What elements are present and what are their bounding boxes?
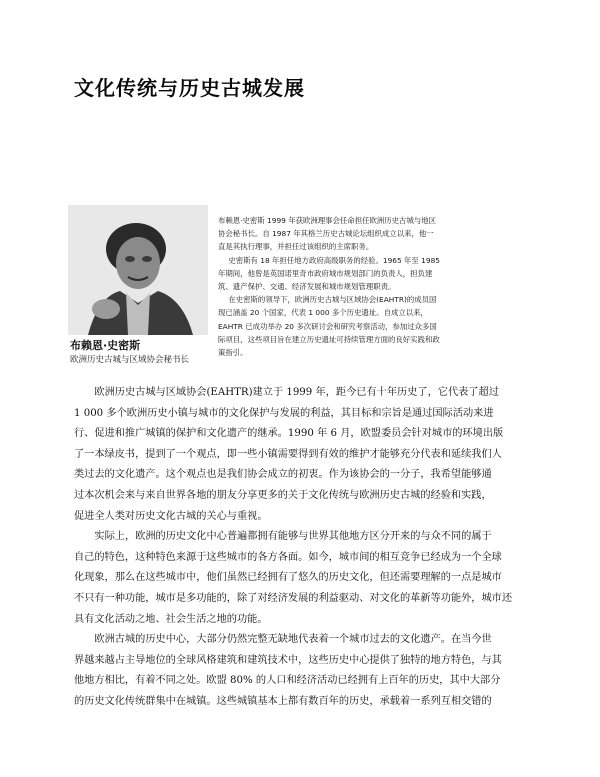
bio-paragraph: 布赖恩·史密斯 1999 年获欧洲理事会任命担任欧洲历史古城与地区协会秘书长。自 1987 年其格兰历史古城论坛组织成立以来，他一直是其执行理事，并担任过该组织的主席职务。 [218,216,437,252]
profile-bio [218,214,440,359]
body-line: 界越来越占主导地位的全球风格建筑和建筑技术中，这些历史中心提供了独特的地方特色，与其 [74,654,502,666]
body-line: 过本次机会来与来自世界各地的朋友分享更多的关于文化传统与欧洲历史古城的经验和实践， [74,489,492,501]
profile-role: 欧洲历史古城与区域协会秘书长 [70,355,190,365]
body-line: 类过去的文化遗产。这个观点也是我们协会成立的初衷。作为该协会的一分子，我希望能够通 [74,469,492,481]
body-line: 行、促进和推广城镇的保护和文化遗产的继承。1990 年 6 月，欧盟委员会针对城市的环境出版 [74,428,504,440]
bio-paragraph: 在史密斯的领导下，欧洲历史古城与区域协会(EAHTR)的成员国现已涵盖 20 个国家，代表 1 000 多个历史遗址。自成立以来，EAHTR 已成功举办 20 多次研讨会和研究考察活动，参加过众多国际项目，这些项目旨在建立历史遗址可持续管理方面的良好实践和政策指引。 [218,295,440,358]
body-line: 了一本绿皮书，提到了一个观点，即一些小镇需要得到有效的维护才能够充分代表和延续我们人 [74,448,502,460]
body-line: 1 000 多个欧洲历史小镇与城市的文化保护与发展的利益，其目标和宗旨是通过国际活动来进 [74,407,494,419]
body-line: 具有文化活动之地、社会生活之地的功能。 [74,613,268,625]
body-line: 化现象，那么在这些城市中，他们虽然已经拥有了悠久的历史文化，但还需要理解的一点是城市 [74,572,502,584]
body-line: 的历史文化传统群集中在城镇。这些城镇基本上都有数百年的历史，承载着一系列互相交错的 [74,695,492,707]
body-line: 他地方相比，有着不同之处。欧盟 80% 的人口和经济活动已经拥有上百年的历史，其中大部分 [74,675,501,687]
body-line: 不只有一种功能，城市是多功能的，除了对经济发展的利益驱动、对文化的革新等功能外，城市还 [74,592,513,604]
body-line: 实际上，欧洲的历史文化中心普遍都拥有能够与世界其他地方区分开来的与众不同的属于 [94,531,492,543]
bio-paragraph: 史密斯有 18 年担任地方政府高级职务的经验。1965 年至 1985 年期间，他曾是英国诺里奇市政府城市规划部门的负责人，担负建筑、遗产保护、交通、经济发展和城市规划管理职责。 [218,255,440,292]
body-paragraph [74,383,538,527]
portrait-photo [68,205,208,335]
body-line: 自己的特色，这种特色来源于这些城市的各方各面。如今，城市间的相互竞争已经成为一个全球 [74,551,502,563]
body-line: 促进全人类对历史文化古城的关心与重视。 [74,510,268,522]
article-body [74,383,538,713]
body-paragraph [74,630,538,712]
body-paragraph [74,527,538,630]
page-title: 文化传统与历史古城发展 [74,76,305,100]
body-line: 欧洲古城的历史中心，大部分仍然完整无缺地代表着一个城市过去的文化遗产。在当今世 [94,634,492,646]
body-line: 欧洲历史古城与区域协会(EAHTR)建立于 1999 年，距今已有十年历史了，它代表了超过 [94,387,499,398]
profile-name: 布赖恩·史密斯 [70,339,141,352]
